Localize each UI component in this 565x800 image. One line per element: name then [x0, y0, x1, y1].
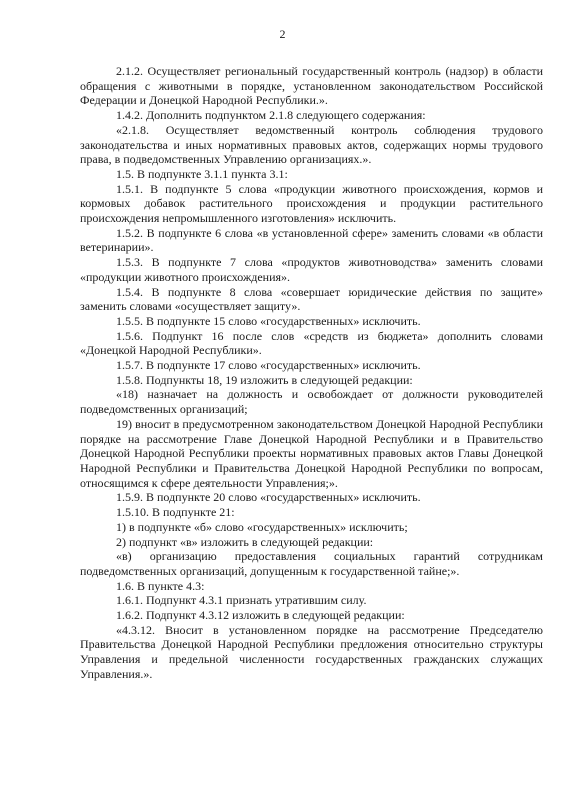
- paragraph-1-5-8: 1.5.8. Подпункты 18, 19 изложить в следующей редакции:: [116, 372, 413, 387]
- document-body: [80, 64, 543, 682]
- page-number: 2: [279, 27, 286, 41]
- paragraph-1-5-4: 1.5.4. В подпункте 8 слова «совершает юридические действия по защите» заменить словами «осуществляет защиту».: [80, 284, 543, 314]
- paragraph-1-5: 1.5. В подпункте 3.1.1 пункта 3.1:: [116, 166, 288, 181]
- paragraph-1-5-9: 1.5.9. В подпункте 20 слово «государственных» исключить.: [116, 490, 421, 505]
- paragraph-item-18: «18) назначает на должность и освобождает от должности руководителей подведомственных организаций;: [80, 387, 543, 417]
- paragraph-1-5-7: 1.5.7. В подпункте 17 слово «государственных» исключить.: [116, 358, 421, 373]
- paragraph-1-6-2: 1.6.2. Подпункт 4.3.12 изложить в следующей редакции:: [116, 608, 405, 623]
- paragraph-1-5-5: 1.5.5. В подпункте 15 слово «государственных» исключить.: [116, 313, 421, 328]
- paragraph-1-6-1: 1.6.1. Подпункт 4.3.1 признать утратившим силу.: [116, 593, 367, 608]
- paragraph-1-6: 1.6. В пункте 4.3:: [116, 578, 205, 593]
- paragraph-1-5-10: 1.5.10. В подпункте 21:: [116, 505, 235, 520]
- paragraph-1-5-3: 1.5.3. В подпункте 7 слова «продуктов животноводства» заменить словами «продукции животного происхождения».: [80, 255, 543, 284]
- paragraph-item-v: «в) организацию предоставления социальных гарантий сотрудникам подведомственных организаций, допущенным к государственной тайне;».: [80, 549, 543, 578]
- paragraph-sub-1: 1) в подпункте «б» слово «государственных» исключить;: [116, 519, 408, 534]
- paragraph-2-1-2: 2.1.2. Осуществляет региональный государственный контроль (надзор) в области обращения с животными в порядке, установленном законодательством Российской Федерации и Донецкой Народной Республики.».: [80, 64, 543, 108]
- paragraph-sub-2: 2) подпункт «в» изложить в следующей редакции:: [116, 534, 374, 549]
- paragraph-1-5-6: 1.5.6. Подпункт 16 после слов «средств из бюджета» дополнить словами «Донецкой Народной Республики».: [80, 328, 543, 358]
- paragraph-1-5-1: 1.5.1. В подпункте 5 слова «продукции животного происхождения, кормов и кормовых добавок растительного происхождения и продукции растительного происхождения непромышленного изготовления» исключить.: [80, 181, 543, 226]
- paragraph-4-3-12: «4.3.12. Вносит в установленном порядке на рассмотрение Председателю Правительства Донецкой Народной Республики предложения относительно структуры Управления и предельной численности государственных гражданских служащих Управления.».: [80, 622, 543, 681]
- paragraph-1-4-2: 1.4.2. Дополнить подпунктом 2.1.8 следующего содержания:: [116, 108, 426, 123]
- paragraph-1-5-2: 1.5.2. В подпункте 6 слова «в установленной сфере» заменить словами «в области ветеринарии».: [80, 225, 543, 255]
- paragraph-2-1-8: «2.1.8. Осуществляет ведомственный контроль соблюдения трудового законодательства и иных нормативных правовых актов, содержащих нормы трудового права, в подведомственных Управлению организациях.».: [80, 122, 543, 167]
- paragraph-item-19: 19) вносит в предусмотренном законодательством Донецкой Народной Республики порядке на рассмотрение Главе Донецкой Народной Республики и в Правительство Донецкой Народной Республики проекты нормативных правовых актов Главы Донецкой Народной Республики и Правительства Донецкой Народной Республики по вопросам, относящимся к сфере деятельности Управления;».: [80, 416, 543, 490]
